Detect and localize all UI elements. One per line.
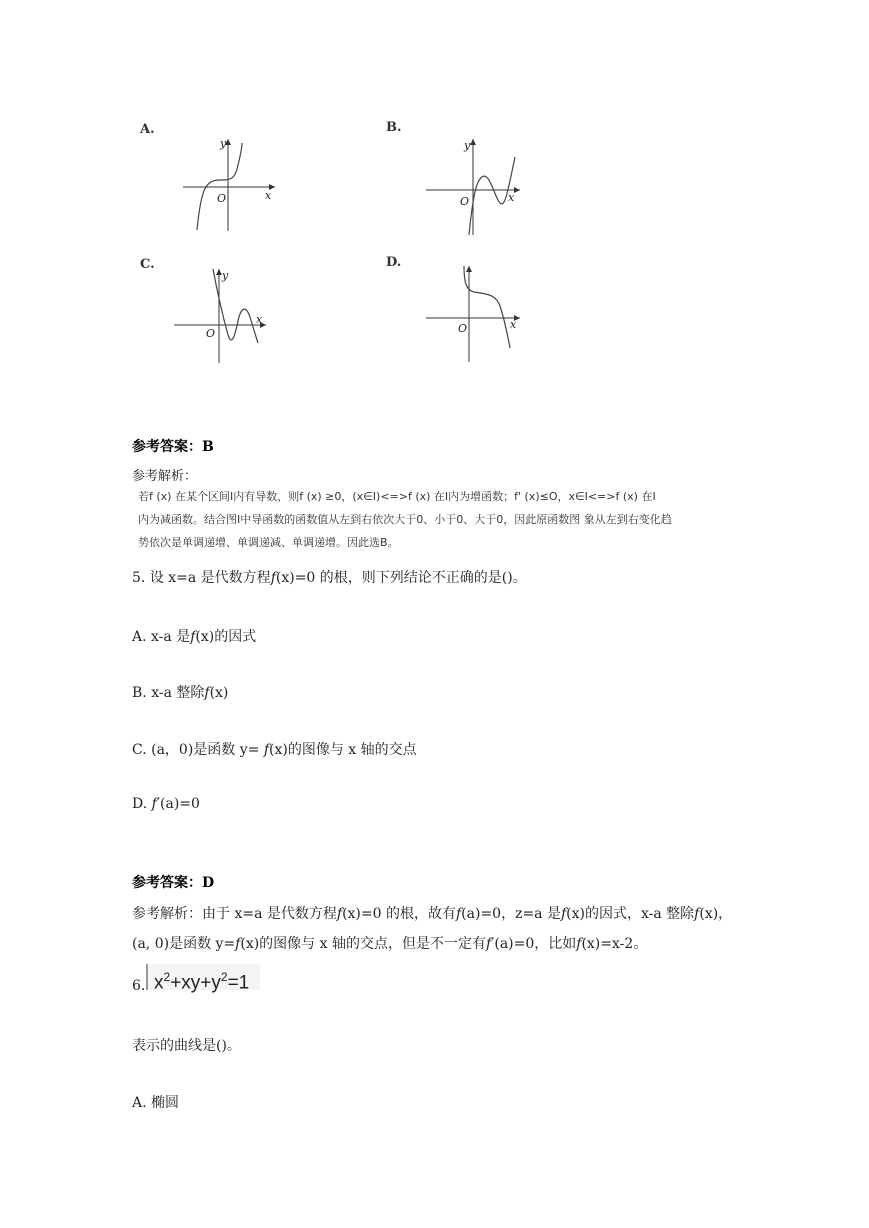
graph-c	[170, 265, 275, 365]
graph-b-x-label: x	[508, 191, 515, 204]
q5-option-b: B. x-a 整除f(x)	[132, 685, 229, 701]
graph-a-x-label: x	[265, 189, 272, 202]
q4-explain-line: 内为减函数。结合图I中导函数的函数值从左到右依次大于0、小于0、大于0，因此原函数图 象从左到右变化趋	[138, 513, 672, 526]
graph-c-origin: O	[206, 327, 216, 340]
q5-option-a: A. x-a 是f(x)的因式	[132, 629, 257, 645]
q6-option-a: A. 椭圆	[132, 1095, 180, 1111]
q5-stem: 5. 设 x=a 是代数方程f(x)=0 的根，则下列结论不正确的是()。	[132, 570, 527, 586]
q4-explanation-image	[138, 485, 672, 554]
q5-explain-line-1: 参考解析：由于 x=a 是代数方程f(x)=0 的根，故有f(a)=0，z=a 是f(x)的因式，x-a 整除f(x)，	[132, 906, 733, 922]
graph-d	[420, 262, 530, 364]
q5-answer: 参考答案：D	[132, 875, 215, 891]
graph-a-y-label: y	[220, 137, 227, 150]
q5-option-d: D. f′(a)=0	[132, 796, 200, 812]
graph-c-x-label: x	[256, 313, 263, 326]
q4-explain-line: 若f (x) 在某个区间I内有导数，则f (x) ≥0，(x∈I)<=>f (x) 在I内为增函数；f' (x)≤O，x∈I<=>f (x) 在I	[138, 490, 656, 503]
q5-explain-line-2: (a, 0)是函数 y=f(x)的图像与 x 轴的交点，但是不一定有f′(a)=0，比如f(x)=x-2。	[132, 936, 648, 952]
graph-c-label: C.	[140, 257, 155, 272]
graph-a-label: A.	[140, 122, 155, 137]
graph-b-label: B.	[386, 120, 402, 135]
q4-explain-line: 势依次是单调递增、单调递减、单调递增。因此选B。	[138, 536, 399, 549]
q6-number: 6.	[132, 978, 146, 994]
graph-d-label: D.	[386, 255, 402, 270]
q5-option-c: C. (a，0)是函数 y= f(x)的图像与 x 轴的交点	[132, 742, 417, 758]
graph-b	[420, 135, 530, 240]
graph-b-origin: O	[460, 195, 470, 208]
graph-b-y-label: y	[464, 139, 471, 152]
graph-a-origin: O	[217, 192, 227, 205]
graph-a	[175, 135, 285, 235]
graph-d-x-label: x	[510, 318, 517, 331]
graph-c-y-label: y	[222, 269, 229, 282]
q6-stem: 表示的曲线是()。	[132, 1038, 241, 1054]
q6-formula-image: $x^2+xy+y^2=1$	[146, 964, 260, 990]
graph-d-origin: O	[458, 322, 468, 335]
q4-explain-label: 参考解析：	[132, 469, 198, 484]
q4-answer: 参考答案：B	[132, 439, 214, 455]
